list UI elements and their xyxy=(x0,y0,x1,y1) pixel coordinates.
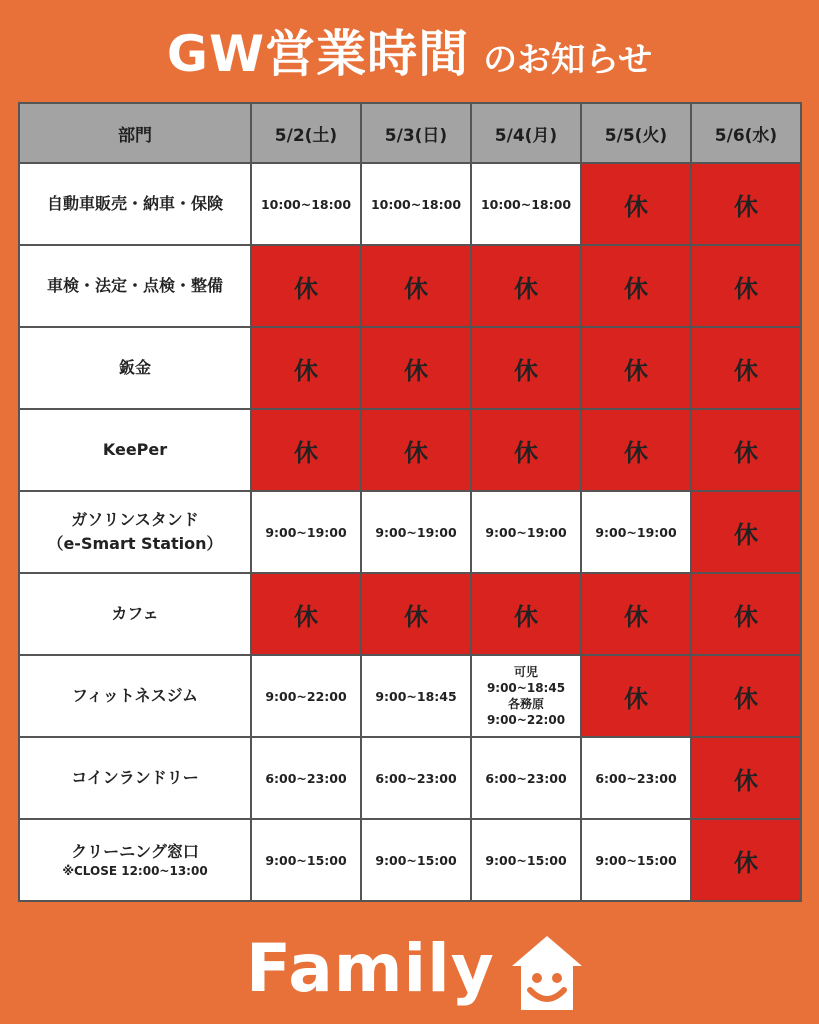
hours-cell: 9:00~19:00 xyxy=(471,491,581,573)
closed-cell: 休 xyxy=(251,573,361,655)
department-name: ガソリンスタンド xyxy=(71,510,199,529)
hours-cell: 6:00~23:00 xyxy=(361,737,471,819)
schedule-rows xyxy=(19,163,801,901)
department-name: 自動車販売・納車・保険 xyxy=(46,194,223,213)
header-date: 5/5(火) xyxy=(581,103,691,163)
department-cell xyxy=(19,655,251,737)
department-cell xyxy=(19,409,251,491)
closed-cell: 休 xyxy=(471,245,581,327)
logo-text: Family xyxy=(246,930,495,1007)
hours-cell: 6:00~23:00 xyxy=(251,737,361,819)
hours-cell: 9:00~18:45 xyxy=(361,655,471,737)
hours-cell: 9:00~15:00 xyxy=(581,819,691,901)
closed-cell: 休 xyxy=(361,327,471,409)
closed-cell: 休 xyxy=(691,409,801,491)
header-date: 5/6(水) xyxy=(691,103,801,163)
closed-cell: 休 xyxy=(361,409,471,491)
hours-cell: 6:00~23:00 xyxy=(471,737,581,819)
department-name: カフェ xyxy=(111,604,159,623)
schedule-table xyxy=(18,102,802,902)
closed-cell: 休 xyxy=(691,819,801,901)
table-header-row xyxy=(19,103,801,163)
closed-cell: 休 xyxy=(251,245,361,327)
header-date: 5/2(土) xyxy=(251,103,361,163)
hours-line: 各務原 xyxy=(507,697,544,711)
hours-line: 可児 xyxy=(513,664,538,679)
hours-cell: 9:00~15:00 xyxy=(361,819,471,901)
hours-cell: 10:00~18:00 xyxy=(361,163,471,245)
department-cell xyxy=(19,573,251,655)
closed-cell: 休 xyxy=(691,491,801,573)
closed-cell: 休 xyxy=(691,327,801,409)
closed-cell: 休 xyxy=(581,655,691,737)
table-row xyxy=(19,409,801,491)
title-main: GW営業時間 xyxy=(166,25,470,83)
closed-cell: 休 xyxy=(361,573,471,655)
hours-cell: 9:00~22:00 xyxy=(251,655,361,737)
department-cell xyxy=(19,327,251,409)
closed-cell: 休 xyxy=(581,327,691,409)
hours-cell: 9:00~15:00 xyxy=(471,819,581,901)
closed-cell: 休 xyxy=(471,573,581,655)
closed-cell: 休 xyxy=(691,163,801,245)
family-logo xyxy=(0,930,819,1020)
table-row xyxy=(19,655,801,737)
closed-cell: 休 xyxy=(581,409,691,491)
hours-cell: 6:00~23:00 xyxy=(581,737,691,819)
hours-line: 9:00~18:45 xyxy=(486,680,566,695)
hours-cell: 9:00~19:00 xyxy=(361,491,471,573)
department-note: ※CLOSE 12:00~13:00 xyxy=(62,864,208,879)
department-cell xyxy=(19,819,251,901)
table-row xyxy=(19,245,801,327)
department-cell xyxy=(19,163,251,245)
hours-cell: 9:00~15:00 xyxy=(251,819,361,901)
department-name: コインランドリー xyxy=(71,768,199,787)
hours-cell: 9:00~19:00 xyxy=(251,491,361,573)
header-date: 5/3(日) xyxy=(361,103,471,163)
hours-cell: 9:00~19:00 xyxy=(581,491,691,573)
table-row xyxy=(19,737,801,819)
smiling-house-icon xyxy=(508,932,586,1016)
closed-cell: 休 xyxy=(691,573,801,655)
closed-cell: 休 xyxy=(691,245,801,327)
page-title xyxy=(0,14,819,86)
department-name: 車検・法定・点検・整備 xyxy=(46,276,223,295)
hours-cell xyxy=(471,655,581,737)
closed-cell: 休 xyxy=(581,573,691,655)
hours-cell: 10:00~18:00 xyxy=(471,163,581,245)
table-row xyxy=(19,163,801,245)
department-name: 鈑金 xyxy=(118,358,151,377)
closed-cell: 休 xyxy=(691,655,801,737)
closed-cell: 休 xyxy=(251,327,361,409)
hours-line: 9:00~22:00 xyxy=(486,713,566,728)
table-row xyxy=(19,819,801,901)
closed-cell: 休 xyxy=(361,245,471,327)
table-row xyxy=(19,327,801,409)
table-row xyxy=(19,491,801,573)
department-name: フィットネスジム xyxy=(72,686,198,705)
header-department: 部門 xyxy=(19,103,251,163)
department-cell xyxy=(19,245,251,327)
closed-cell: 休 xyxy=(581,245,691,327)
hours-cell: 10:00~18:00 xyxy=(251,163,361,245)
closed-cell: 休 xyxy=(471,409,581,491)
department-cell xyxy=(19,491,251,573)
department-cell xyxy=(19,737,251,819)
department-subname: （e-Smart Station） xyxy=(47,534,223,553)
closed-cell: 休 xyxy=(691,737,801,819)
closed-cell: 休 xyxy=(471,327,581,409)
title-sub: のお知らせ xyxy=(483,40,653,80)
table-row xyxy=(19,573,801,655)
closed-cell: 休 xyxy=(581,163,691,245)
header-date: 5/4(月) xyxy=(471,103,581,163)
department-name: KeePer xyxy=(102,440,168,459)
department-name: クリーニング窓口 xyxy=(71,842,199,862)
closed-cell: 休 xyxy=(251,409,361,491)
